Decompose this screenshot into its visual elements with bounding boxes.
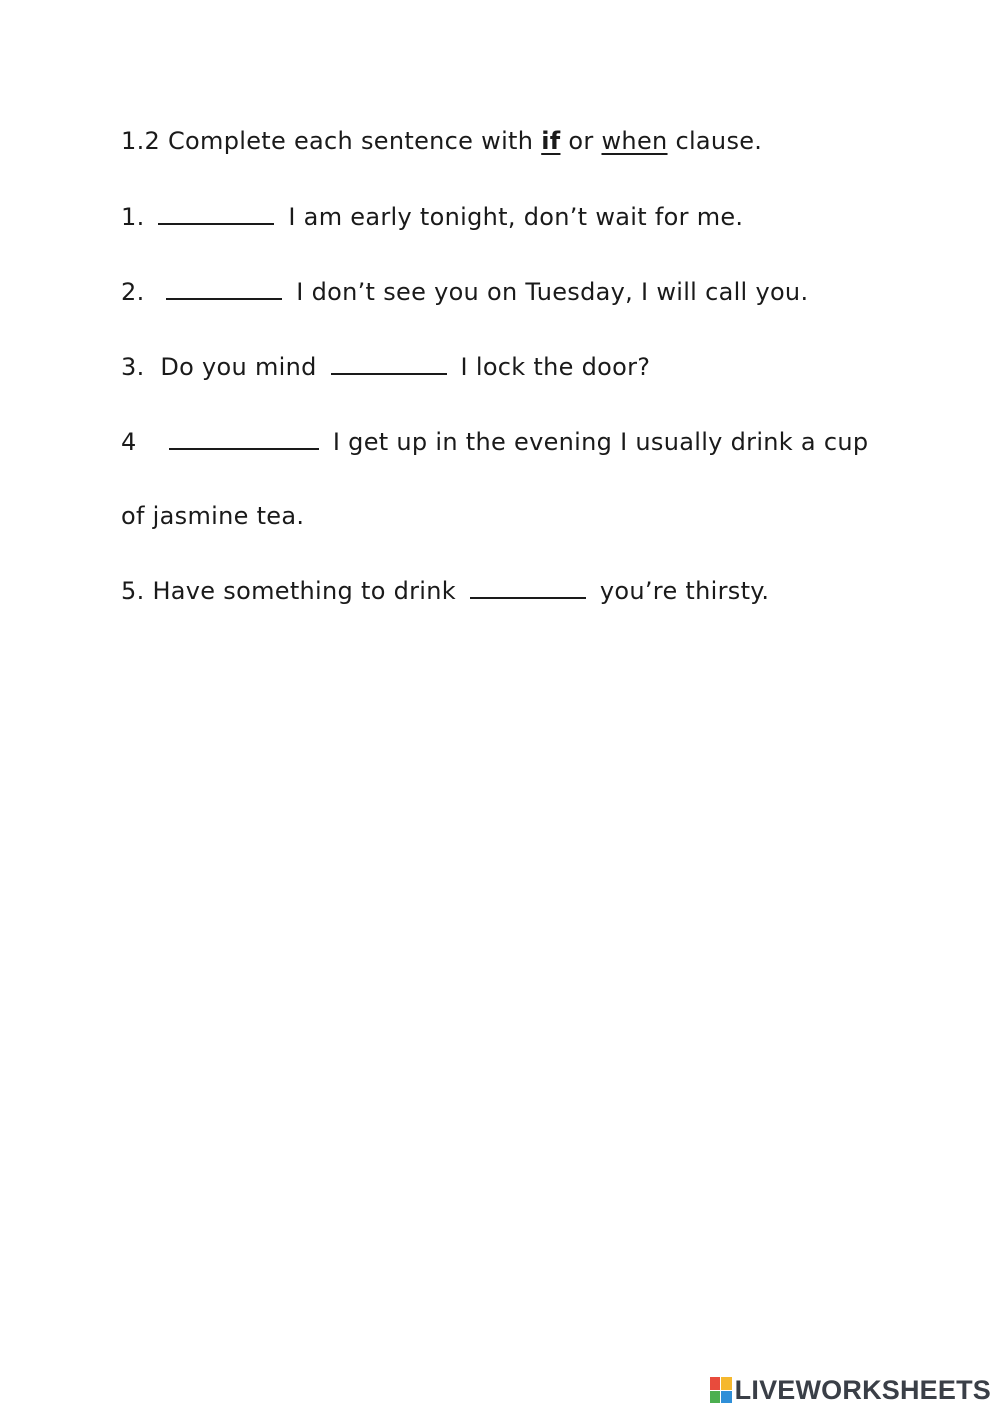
question-number: 4	[121, 428, 137, 456]
question-text: I don’t see you on Tuesday, I will call you.	[296, 278, 809, 306]
question-number: 2.	[121, 278, 145, 306]
answer-blank-1[interactable]	[158, 201, 274, 225]
question-text-before: Do you mind	[160, 353, 317, 381]
answer-blank-4[interactable]	[169, 426, 319, 450]
question-text: I get up in the evening I usually drink a cup	[332, 428, 869, 456]
question-text: I lock the door?	[460, 353, 651, 381]
instruction-line	[121, 126, 762, 156]
question-1	[121, 201, 743, 232]
answer-blank-3[interactable]	[331, 351, 447, 375]
question-2	[121, 276, 808, 307]
logo-text: LIVEWORKSHEETS	[734, 1374, 991, 1405]
answer-blank-5[interactable]	[470, 575, 586, 599]
question-number: 1.	[121, 203, 145, 231]
question-4	[121, 426, 868, 457]
instruction-word-if: if	[541, 127, 561, 155]
instruction-word-when: when	[601, 127, 668, 155]
liveworksheets-logo	[710, 1373, 991, 1407]
instruction-suffix: clause.	[667, 127, 763, 155]
question-text-before: Have something to drink	[152, 577, 456, 605]
question-text: you’re thirsty.	[599, 577, 770, 605]
question-text: I am early tonight, don’t wait for me.	[288, 203, 744, 231]
question-3	[121, 351, 650, 382]
answer-blank-2[interactable]	[166, 276, 282, 300]
instruction-middle: or	[560, 127, 602, 155]
question-text-continuation: of jasmine tea.	[121, 502, 305, 530]
question-number: 5.	[121, 577, 145, 605]
question-4-continuation	[121, 501, 304, 531]
logo-icon	[710, 1377, 732, 1403]
question-5	[121, 575, 769, 606]
question-number: 3.	[121, 353, 145, 381]
instruction-prefix: 1.2 Complete each sentence with	[121, 127, 542, 155]
